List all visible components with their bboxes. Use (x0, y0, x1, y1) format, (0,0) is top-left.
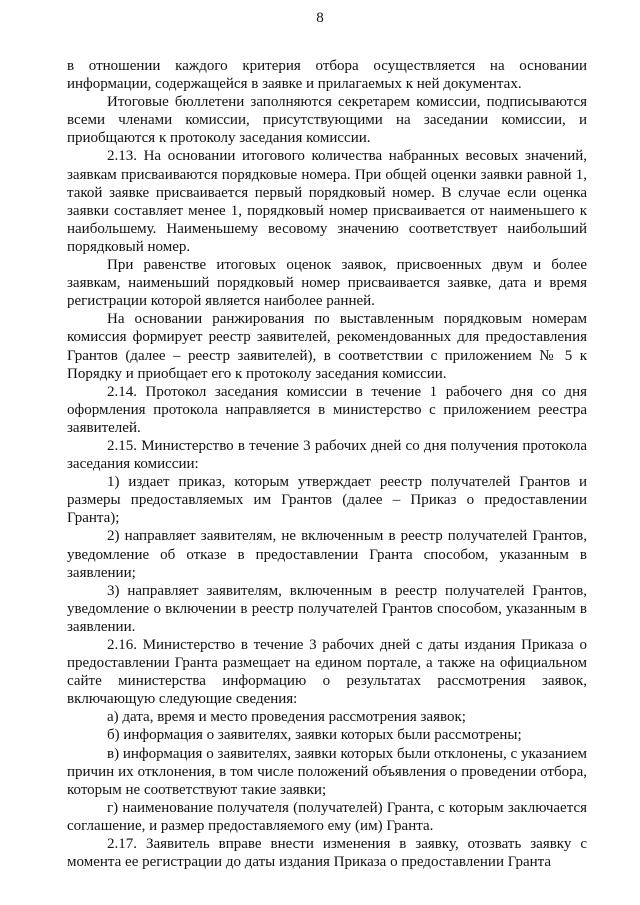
paragraph-2-16: 2.16. Министерство в течение 3 рабочих дней с даты издания Приказа о предоставлении Гранта размещает на едином портале, а также на официальном сайте министерства информацию о результатах рассмотрения заявок, включающую следующие сведения: (67, 637, 587, 708)
list-item-2-16-v: в) информация о заявителях, заявки которых были отклонены, с указанием причин их отклонения, в том числе положений объявления о проведении отбора, которым не соответствуют такие заявки; (67, 745, 587, 798)
paragraph-final-ballots: Итоговые бюллетени заполняются секретарем комиссии, подписываются всеми членами комиссии, присутствующими на заседании комиссии, и приобщаются к протоколу заседания комиссии. (67, 94, 587, 147)
list-item-2-15-1: 1) издает приказ, которым утверждает реестр получателей Грантов и размеры предоставляемых им Грантов (далее – Приказ о предоставлении Гранта); (67, 474, 587, 527)
paragraph-2-17: 2.17. Заявитель вправе внести изменения в заявку, отозвать заявку с момента ее регистрации до даты издания Приказа о предоставлении Гранта (67, 836, 587, 871)
paragraph-2-15: 2.15. Министерство в течение 3 рабочих дней со дня получения протокола заседания комиссии: (67, 437, 587, 473)
paragraph-equal-scores: При равенстве итоговых оценок заявок, присвоенных двум и более заявкам, наименьший порядковый номер присваивается заявке, дата и время регистрации которой является наиболее ранней. (67, 257, 587, 310)
page-number: 8 (316, 10, 324, 26)
paragraph-criteria-evaluation: в отношении каждого критерия отбора осуществляется на основании информации, содержащейся в заявке и прилагаемых к ней документах. (67, 58, 587, 93)
list-item-2-15-3: 3) направляет заявителям, включенным в реестр получателей Грантов, уведомление о включении в реестр получателей Грантов способом, указанным в заявлении. (67, 582, 587, 635)
list-item-2-15-2: 2) направляет заявителям, не включенным в реестр получателей Грантов, уведомление об отказе в предоставлении Гранта способом, указанным в заявлении; (67, 528, 587, 581)
document-body (67, 57, 587, 871)
list-item-2-16-g: г) наименование получателя (получателей) Гранта, с которым заключается соглашение, и размер предоставляемого ему (им) Гранта. (67, 799, 587, 834)
paragraph-2-14: 2.14. Протокол заседания комиссии в течение 1 рабочего дня со дня оформления протокола направляется в министерство с приложением реестра заявителей. (67, 383, 587, 436)
list-item-2-16-b: б) информация о заявителях, заявки которых были рассмотрены; (107, 727, 522, 744)
list-item-2-16-a: а) дата, время и место проведения рассмотрения заявок; (107, 709, 466, 726)
paragraph-ranking-registry: На основании ранжирования по выставленным порядковым номерам комиссия формирует реестр заявителей, рекомендованных для предоставления Грантов (далее – реестр заявителей), в соответствии с приложением № 5 к Порядку и приобщает его к протоколу заседания комиссии. (67, 311, 587, 382)
paragraph-2-13: 2.13. На основании итогового количества набранных весовых значений, заявкам присваиваются порядковые номера. При общей оценки заявки равной 1, такой заявке присваивается первый порядковый номер. В случае если оценка заявки составляет менее 1, порядковый номер присваивается от наименьшего к наибольшему. Наименьшему весовому значению соответствует наибольший порядковый номер. (67, 148, 587, 255)
